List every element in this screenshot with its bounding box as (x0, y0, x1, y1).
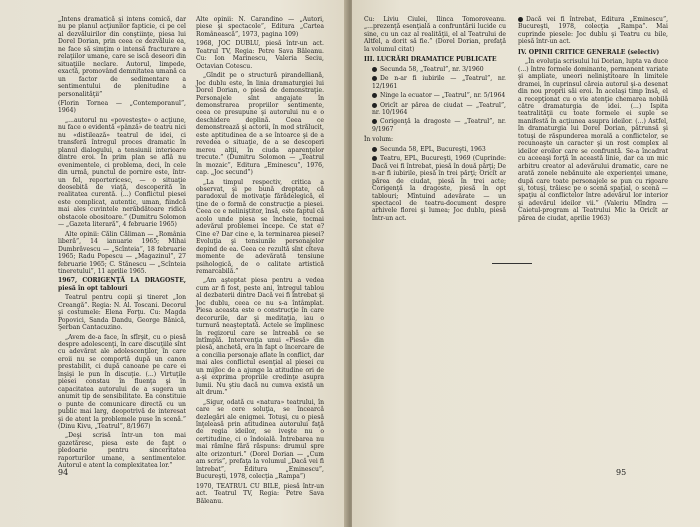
publication-entry (364, 146, 506, 153)
publication-entry (364, 155, 506, 222)
bullet-icon (372, 147, 377, 152)
column-end-rule (492, 263, 532, 264)
publication-text: Teatru, EPL, Bucureşti, 1969 (Cuprinde: Dacă vei fi întrebat, piesă în două părţi; De n-ar fi iubirile, piesă în trei părţi; Oricît ar părea de ciudat, piesă în trei acte; Corigenţă la dragoste, piesă în opt tablouri; Mîntuind adevărate — un spectacol de teatru-document despre arhivele florei şi lumea; Joc dublu, piesă într-un act. (372, 155, 506, 222)
publication-text: De n-ar fi iubirile — „Teatrul”, nr. 12/1961 (372, 75, 506, 90)
page-95 (352, 0, 700, 527)
col4-intro-text: Dacă vei fi întrebat, Editura „Eminescu”, Bucureşti, 1978, colecţia „Rampa”. Mai cuprinde piesele: Joc dublu şi Teatru cu bile, piesă într-un act. (518, 16, 668, 46)
publications-list-magazine (364, 66, 506, 134)
paragraph: 1970, TEATRUL CU BILE, piesă într-un act. Teatrul TV, Regia: Petre Sava Băleanu. (196, 482, 324, 505)
publication-text: Oricît ar părea de ciudat — „Teatrul”, nr. 10/1964 (372, 101, 506, 116)
page-number-right: 95 (616, 468, 627, 477)
publication-text: Corigenţă la dragoste — „Teatrul”, nr. 9/1967 (372, 118, 506, 133)
paragraph: „Avem de-a face, în sfîrşit, cu o piesă despre adolescenţi, în care discuţiile sînt cu adevărat ale adolescenţilor, în care eroii nu se comportă după un canon prestabilit, ci după canoane pe care ei înşişi le pun în discuţie. (...) Virtuţile piesei constau în fluenţa şi în capacitatea autorului de a sugera un anumit tip de sensibilitate. Ea constituie o punte de comunicare directă cu un public mai larg, deopotrivă de interesat şi de atent la problemele puse în scenă.” (Dinu Kivu, „Teatrul”, 8/1967) (58, 333, 186, 431)
paragraph: „Am aşteptat piesa pentru a vedea cum ar fi fost, peste ani, întregul tablou al dezbaterii dintre Dacă vei fi întrebat şi Joc dublu, ceea ce nu s-a întâmplat. Piesa aceasta este o construcţie în care decorurile, dar şi meditaţia, iau o turnură neaşteptată. Actele se împlinesc în regizorul care se întreabă ce se întîmplă. Intervenţia unui «Piesă» din piesă, anchetă, era în fapt o încercare de a concilia personaje aflate în conflict, dar mai ales conflictul esenţial al piesei cu un mijloc de a ajunge la atitudine ori de a-şi exprima propriile credinţe asupra lumii. Nu ştiu dacă nu cumva există un alt drum.” (196, 277, 324, 397)
section-title-publications: III. LUCRĂRI DRAMATICE PUBLICATE (364, 56, 497, 64)
left-column-2 (196, 16, 324, 507)
critical-opinions-text: „În evoluţia scrisului lui Dorian, lupta va duce (...) între formele dominante, permanent variate şi ampliate, uneori neliniştitoare în limitele dramei, în cuprinsul căreia autorul şi-a desenat din nou proprii săi eroi. În acelaşi timp însă, el a recepţionat cu o vie atenţie chemarea nobilă către dramaturgia de idei. (...) Ispita teatralităţii cu toate formele ei suple se manifestă în acţiunea asupra ideilor. (...) Astfel, în dramaturgia lui Dorel Dorian, pătrunsă şi totuşi de răspunderea morală a conflictelor, se recunoaşte un caracter şi un rost complex al ideilor eroilor care se confruntă. Se-a încadrat cu aceeaşi forţă în această linie, dar ca un mic arbitru creator al adevărului dramatic, care ne arată zonele nebănuite ale experienţei umane, după care toate personajele se pun cu rigoare şi, totuşi, trăiesc pe o scenă spaţial, o scenă — spaţiu al conflictelor între adevărul lor interior şi adevărul ideilor vii.” (Valeriu Mîndra — Caietul-program al Teatrului Mic la Oricît ar părea de ciudat, aprilie 1963) (518, 58, 668, 222)
paragraph: 1968, JOC DUBLU, piesă într-un act. Teatrul TV, Regia: Petre Sava Băleanu. Cu: Ion Marinescu, Valeria Seciu, Octavian Cotescu. (196, 40, 324, 70)
paragraph: „Gîndit pe o structură pirandelliană, Joc dublu este, în linia dramaturgiei lui Dorel Dorian, o piesă de demonstraţie. Personajele sînt angajate în demonstrarea propriilor sentimente, ceea ce presupune şi autorului nu e o deschidere deplină. Ceea ce demonstrează şi actorii, în mod strălucit, este aptitudinea de a se întoarce şi de a revedea o situaţie, de a se descoperi mereu alţii, în ciuda aparenţelor trecute.” (Dumitru Solomon — „Teatrul în mozaic”, Editura „Eminescu”, 1976, cap. „Joc secund”) (196, 72, 324, 177)
bullet-icon (372, 76, 377, 81)
publication-text: Secunda 58, „Teatrul”, nr. 3/1960 (380, 65, 484, 73)
left-column-1 (58, 16, 186, 472)
publication-entry (364, 118, 506, 133)
volume-label: În volum: (364, 136, 394, 144)
bullet-icon (372, 93, 377, 98)
paragraph: „...autorul nu «povesteşte» o acţiune, nu face o evidentă «pânză» de teatru nici nu «distilează» teatrul de idei, ci transferă întregul proces dramatic în planul dialogului, a tensiunii interioare dintre eroi. În prim plan se află nu evenimentele, ci problema, deci, în cele din urmă, punctul de pornire este, într-un fel, reportericesc, — o situaţie deosebită de viaţă, descoperită în realitatea curentă. (...) Conflictul piesei este complicat, autentic, uman, fiindcă mai ales cuvintele nerăbdătoare ridică obstacole obositoare.” (Dumitru Solomon — „Gazeta literară”, 4 februarie 1965) (58, 116, 186, 229)
paragraph: „Deşi scrisă într-un ton mai gazetăresc, piesa este de fapt o pledoarie pentru sinceritatea raporturilor umane, a sentimentelor. Autorul e atent la complexitatea lor.” (58, 432, 186, 470)
publication-entry (364, 66, 506, 73)
bullet-icon (372, 156, 377, 161)
paragraph: Alte opinii: Călin Căliman — „România liberă”, 14 ianuarie 1965; Mihai Dumbrăvescu — „Scînteia”, 18 februarie 1965; Radu Popescu — „Magazinul”, 27 februarie 1965; C. Stănescu — „Scînteia tineretului”, 11 aprilie 1965. (58, 230, 186, 275)
section-title-opinions: IV. OPINII CRITICE GENERALE (selectiv) (518, 48, 660, 56)
paragraph: „Intens dramatică şi intens comică, dar nu pe planul acţiunilor fapticie, ci pe cel al dezvăluirilor din conştiinţe, piesa lui Dorel Dorian, prin ceea ce dezvăluie ea, ne face să simţim o intensă fracturare a relaţiilor umane, care se iscă deseori din situaţiile neclare. Autorul, limpede, exactă, promovând demnitatea umană ca un factor de sedimentare a sentimentului de plenitudine a personalităţii” (58, 16, 186, 98)
page-number-left: 94 (58, 468, 69, 477)
paragraph: „Sigur, odată cu «natura» teatrului, în care se cere soluţia, se încearcă dezlegări ale enigmei. Totuşi, cu o piesă înţeleasă prin atitudinea autorului faţă de regia ideilor, se iveşte nu o certitudine, ci o îndoială. Întrebarea nu mai rămîne fără răspuns: drumul spre alte orizonturi.” (Dorel Dorian — „Cum am scris”, prefaţa la volumul „Dacă vei fi întrebat”, Editura „Eminescu”, Bucureşti, 1978, colecţia „Rampa”) (196, 398, 324, 481)
col3-intro: Cu: Liviu Ciulei, Ilinca Tomoroveanu. „...prezenţă esenţială a confruntării lucide cu sine, cu un caz al realităţii, el al Teatrului de Altfel, a dorit să fie.” (Dorel Dorian, prefaţă la volumul citat) (364, 16, 506, 53)
bullet-icon (372, 67, 377, 72)
page-94 (0, 0, 348, 527)
right-column-2 (518, 16, 668, 224)
paragraph: Teatrul pentru copii şi tineret „Ion Creangă”. Regia: N. Al. Toscani. Decorul şi costumele: Elena Forţu. Cu: Magda Popovici, Sanda Dandu, George Bănică, Şerban Cantacuzino. (58, 294, 186, 332)
publications-list-volume (364, 146, 506, 223)
right-column-1 (364, 16, 506, 224)
paragraph: (Florin Tornea — „Contemporanul”, 1964) (58, 99, 186, 115)
publication-entry (364, 102, 506, 117)
publication-entry (364, 75, 506, 90)
publication-text: Secunda 58, EPL, Bucureşti, 1963 (380, 145, 486, 153)
col4-intro (518, 16, 668, 46)
publication-text: Ninge la ecuator — „Teatrul”, nr. 5/1964 (380, 92, 506, 100)
paragraph: „La timpul respectiv, critica a observat, şi pe bună dreptate, că paradoxul de motivaţie fărădelegică, el ţine de o formă de construcţie a piesei. Ceea ce e neliniştitor, însă, este faptul că acolo unde piesa se încheie, tocmai adevărul problemei începe. Ce stat e? Cine e? Dar cine e, la terminarea piesei? Evoluţia şi tensiunile personajelor depind de ea. Ceea ce rezultă sînt cîteva momente de adevărată tensiune psihologică, de o calitate artistică remarcabilă.” (196, 178, 324, 275)
bullet-icon (372, 119, 377, 124)
publication-entry (364, 92, 506, 99)
bullet-icon (518, 17, 523, 22)
bullet-icon (372, 103, 377, 108)
paragraph: Alte opinii: N. Carandino — „Autori, piese şi spectacole”, Editura „Cartea Românească”, 1973, pagina 109) (196, 16, 324, 38)
paragraph: 1967, CORIGENŢĂ LA DRAGOSTE, piesă în opt tablouri (58, 277, 186, 292)
